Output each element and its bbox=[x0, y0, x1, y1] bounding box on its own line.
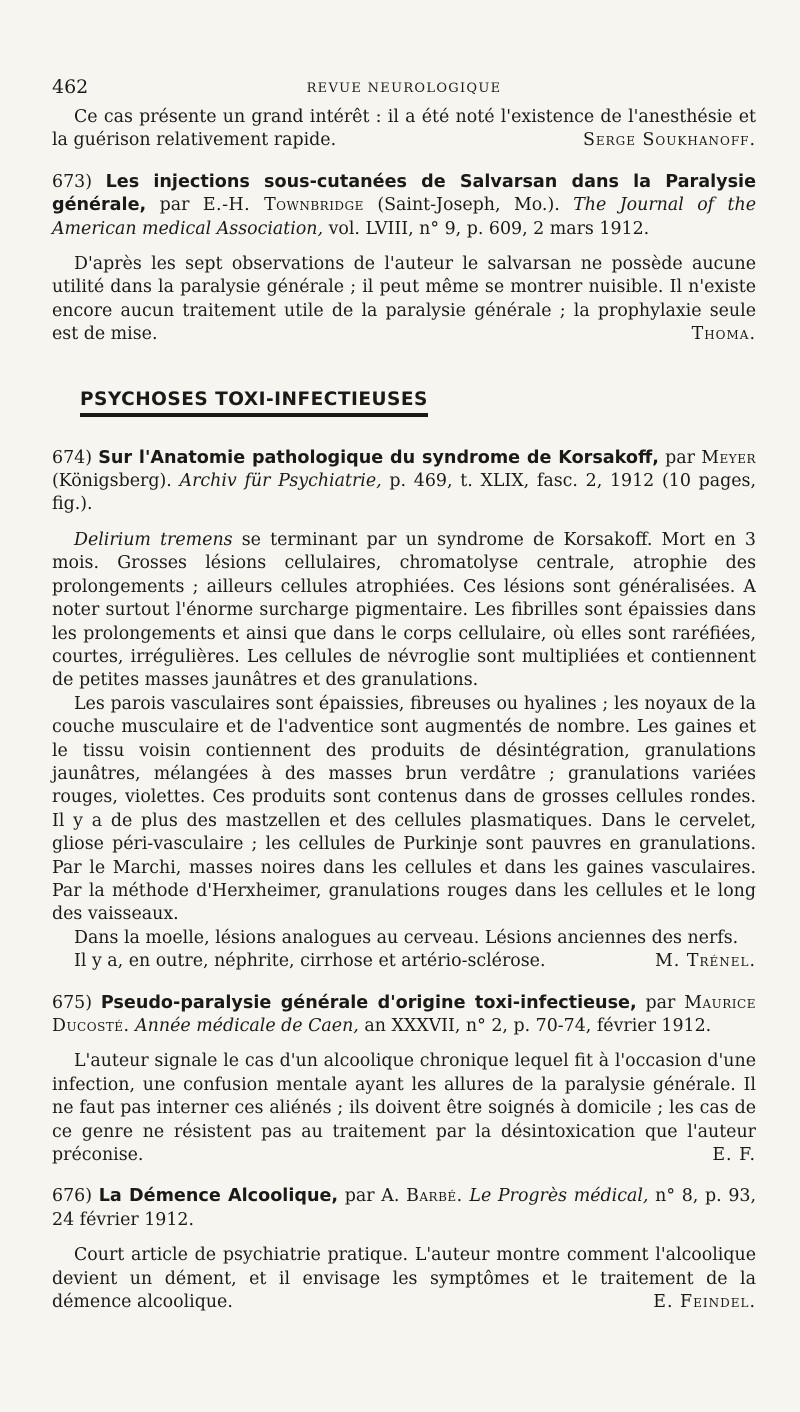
entry-author: Meyer bbox=[701, 447, 757, 468]
entry-674-paragraph-3: Dans la moelle, lésions analogues au cerveau. Lésions anciennes des nerfs. bbox=[74, 927, 739, 948]
italic-term: Delirium tremens bbox=[74, 529, 233, 550]
entry-title: Les injections sous-cutanées de Salvarsan dans la Paralysie générale, bbox=[52, 171, 757, 216]
entry-674-paragraph-1 bbox=[52, 529, 756, 693]
entry-author: Barbé. bbox=[406, 1186, 463, 1207]
intro-signature: Serge Soukhanoff. bbox=[582, 130, 756, 151]
entry-675-heading bbox=[52, 992, 756, 1039]
entry-reference: an XXXVII, n° 2, p. 70-74, février 1912. bbox=[364, 1016, 712, 1036]
intro-paragraph bbox=[52, 106, 756, 153]
author-suffix: (Saint-Joseph, Mo.). bbox=[377, 195, 560, 216]
entry-676-heading bbox=[52, 1185, 756, 1232]
paragraph-text: se terminant par un syndrome de Korsakoff. Mort en 3 mois. Grosses lésions cellulaires, chromatolyse centrale, atrophie des prolongements ; ailleurs cellules atrophiées. Ces lésions sont généralisées. A noter surtout l'énorme surcharge pigmentaire. Les fibrilles sont épaissies dans les prolongements et ainsi que dans le corps cellulaire, où elles sont raréfiées, courtes, irrégulières. Les cellules de névroglie sont multipliées et contiennent de petites masses jaunâtres et des granulations. bbox=[52, 529, 756, 691]
entry-reference: p. 469, t. XLIX, fasc. 2, 1912 (10 pages, fig.). bbox=[52, 471, 756, 515]
entry-674-heading bbox=[52, 447, 756, 517]
entry-author: Maurice Ducosté. bbox=[52, 992, 756, 1036]
entry-reference: n° 8, p. 93, 24 février 1912. bbox=[52, 1186, 757, 1230]
paragraph-text: Il y a, en outre, néphrite, cirrhose et artério-sclérose. bbox=[74, 951, 546, 972]
entry-title: La Démence Alcoolique, bbox=[98, 1186, 339, 1207]
entry-674-paragraph-2: Les parois vasculaires sont épaissies, fibreuses ou hyalines ; les noyaux de la couche musculaire et de l'adventice sont augmentés de nombre. Les gaines et le tissu voisin contiennent des produits de désintégration, granulations jaunâtres, mélangées à des masses brun verdâtre ; granulations variées rouges, violettes. Ces produits sont contenus dans de grosses cellules rondes. Il y a de plus des mastzellen et des cellules plasmatiques. Dans le cervelet, gliose péri-vasculaire ; les cellules de Purkinje sont pauvres en granulations. Par le Marchi, masses noires dans les cellules et dans les gaines vasculaires. Par la méthode d'Herxheimer, granulations rouges dans les cellules et le long des vaisseaux. bbox=[52, 693, 756, 925]
running-title: REVUE NEUROLOGIQUE bbox=[306, 81, 502, 96]
entry-reference: vol. LVIII, n° 9, p. 609, 2 mars 1912. bbox=[328, 218, 650, 239]
entry-number: 673) bbox=[52, 171, 92, 192]
entry-number: 676) bbox=[52, 1186, 92, 1207]
entry-author: E.-H. Townbridge bbox=[202, 195, 364, 216]
author-prefix: par bbox=[159, 195, 190, 216]
entry-number: 675) bbox=[52, 992, 92, 1013]
entry-674-paragraph-4 bbox=[52, 950, 756, 973]
journal-name: Le Progrès médical, bbox=[469, 1186, 649, 1207]
journal-name: Année médicale de Caen, bbox=[135, 1016, 359, 1036]
section-heading: PSYCHOSES TOXI-INFECTIEUSES bbox=[80, 389, 428, 417]
author-prefix: par A. bbox=[344, 1186, 400, 1207]
intro-text: Ce cas présente un grand intérêt : il a été noté l'existence de l'anesthésie et la guérison relativement rapide. bbox=[52, 107, 756, 151]
entry-signature: E. Feindel. bbox=[653, 1292, 756, 1313]
journal-page bbox=[52, 76, 756, 1314]
entry-signature: E. F. bbox=[712, 1145, 756, 1166]
journal-name: Archiv für Psychiatrie, bbox=[179, 471, 382, 492]
entry-675-body bbox=[52, 1050, 756, 1167]
entry-676-body bbox=[52, 1244, 756, 1314]
entry-body-text: Court article de psychiatrie pratique. L'auteur montre comment l'alcoolique devient un dément, et il envisage les symptômes et le traitement de la démence alcoolique. bbox=[52, 1245, 756, 1313]
entry-673-body bbox=[52, 253, 756, 347]
entry-signature: M. Trénel. bbox=[654, 951, 756, 972]
author-prefix: par bbox=[645, 992, 676, 1013]
author-suffix: (Königsberg). bbox=[52, 471, 172, 492]
entry-number: 674) bbox=[52, 447, 92, 468]
author-prefix: par bbox=[665, 447, 695, 468]
entry-body-text: L'auteur signale le cas d'un alcoolique chronique lequel fit à l'occasion d'une infection, une confusion mentale ayant les allures de la paralysie générale. Il ne faut pas interner ces aliénés ; ils doivent être soignés à domicile ; les cas de ce genre ne résistent pas au traitement par la désintoxication que l'auteur préconise. bbox=[52, 1051, 756, 1166]
entry-title: Sur l'Anatomie pathologique du syndrome de Korsakoff, bbox=[98, 447, 659, 468]
journal-name: The Journal of the American medical Association, bbox=[52, 195, 757, 239]
page-header bbox=[52, 76, 756, 106]
entry-body-text: D'après les sept observations de l'auteur le salvarsan ne possède aucune utilité dans la paralysie générale ; il peut même se montrer nuisible. Il n'existe encore aucun traitement utile de la paralysie générale ; la prophylaxie seule est de mise. bbox=[52, 254, 756, 345]
entry-signature: Thoma. bbox=[691, 324, 756, 345]
entry-title: Pseudo-paralysie générale d'origine toxi-infectieuse, bbox=[100, 992, 637, 1013]
page-number: 462 bbox=[52, 76, 89, 98]
entry-673-heading bbox=[52, 171, 756, 241]
